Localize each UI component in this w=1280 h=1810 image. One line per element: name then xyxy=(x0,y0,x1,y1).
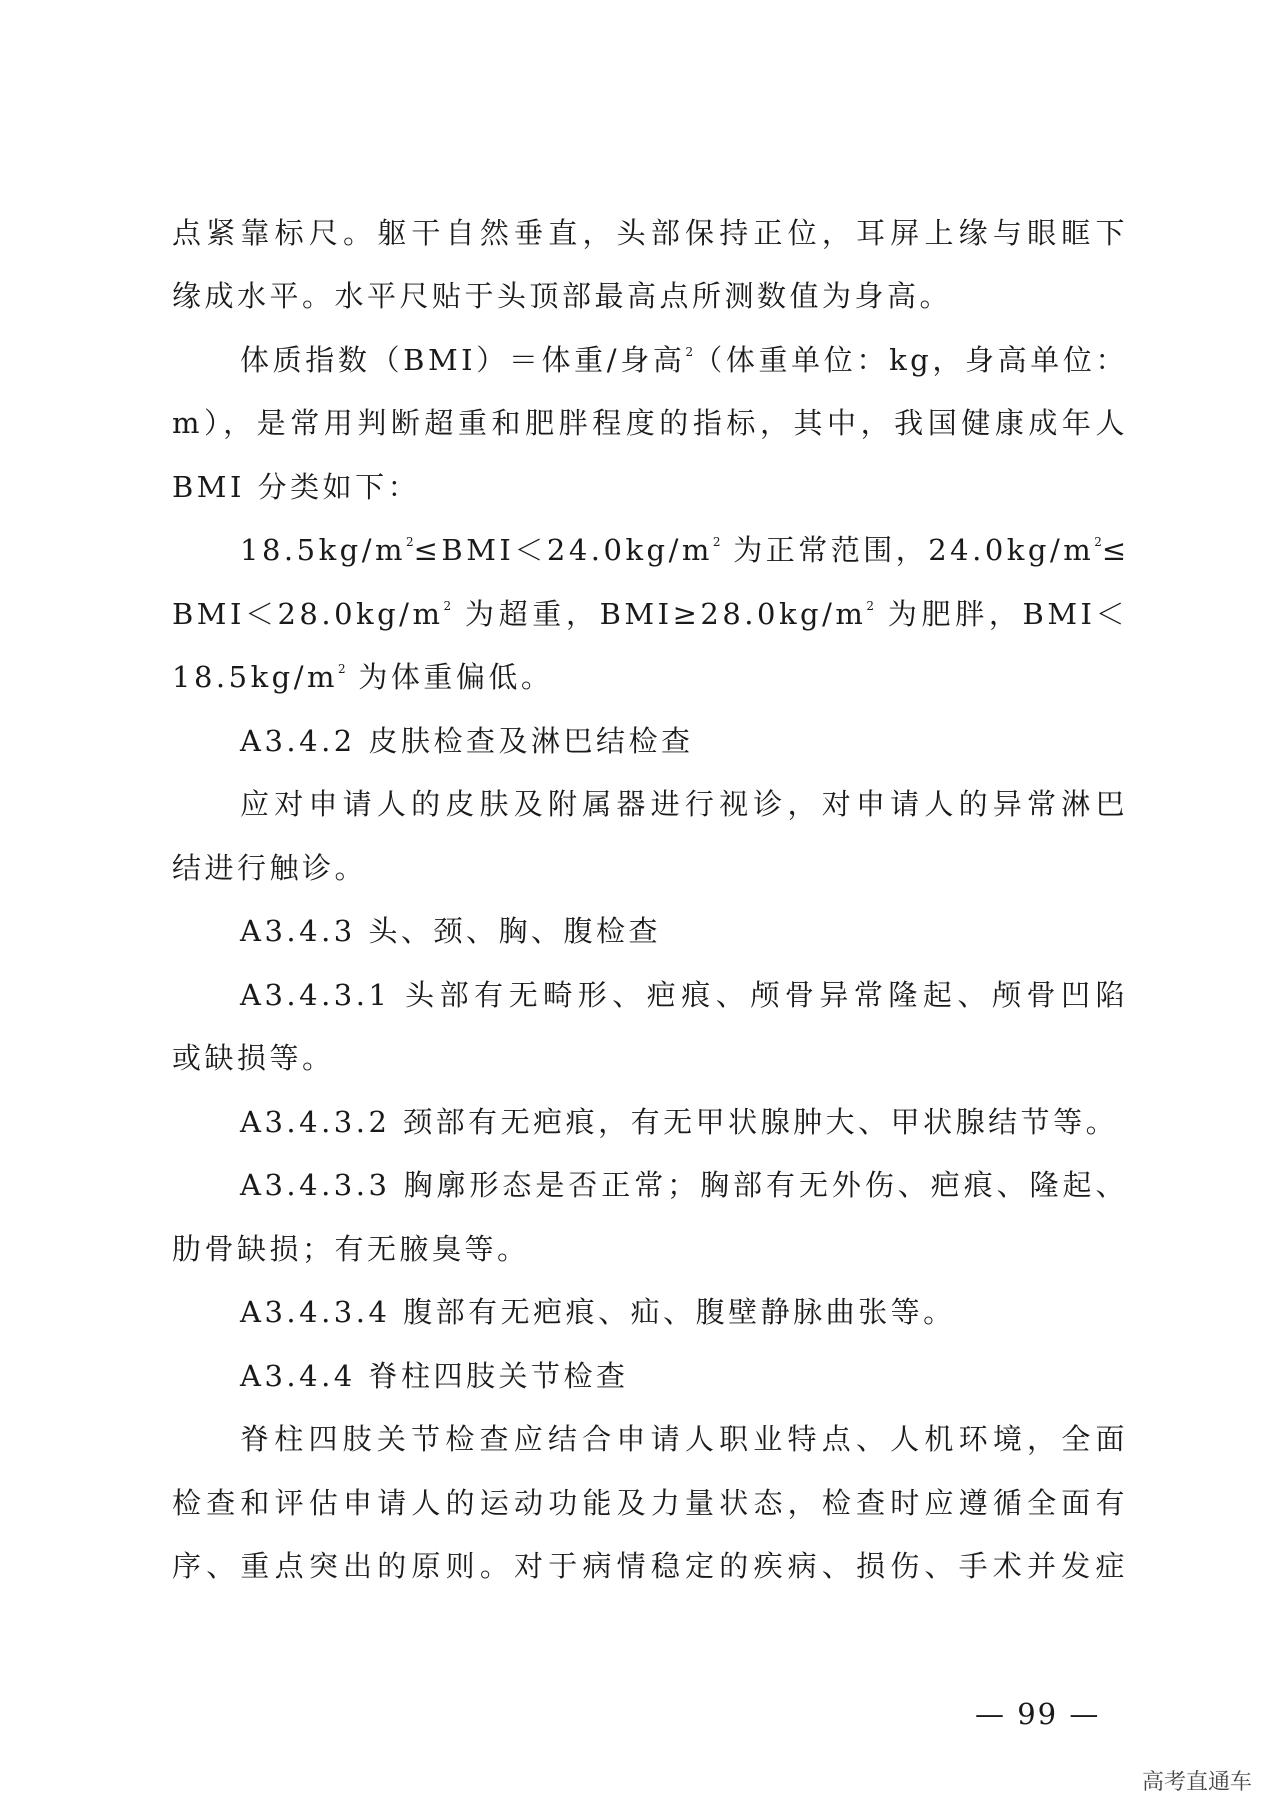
section-heading: A3.4.3 头、颈、胸、腹检查 xyxy=(240,914,661,948)
text-span: 体质指数（BMI）＝体重/身高 xyxy=(240,343,686,377)
text-line: 点紧靠标尺。躯干自然垂直，头部保持正位，耳屏上缘与眼眶下 xyxy=(172,216,1128,250)
text-line xyxy=(172,657,553,697)
text-line: BMI 分类如下： xyxy=(172,470,421,504)
text-line: 脊柱四肢关节检查应结合申请人职业特点、人机环境，全面 xyxy=(240,1422,1128,1456)
text-line: 序、重点突出的原则。对于病情稳定的疾病、损伤、手术并发症 xyxy=(172,1549,1128,1583)
text-span: 为超重，BMI≥28.0kg/m xyxy=(451,597,867,631)
text-line: 缘成水平。水平尺贴于头顶部最高点所测数值为身高。 xyxy=(172,279,953,313)
section-heading: A3.4.4 脊柱四肢关节检查 xyxy=(240,1359,629,1393)
superscript: 2 xyxy=(866,599,874,613)
superscript: 2 xyxy=(443,599,452,613)
text-line: 结进行触诊。 xyxy=(172,851,368,885)
text-line: 或缺损等。 xyxy=(172,1041,335,1075)
text-line: 检查和评估申请人的运动功能及力量状态，检查时应遵循全面有 xyxy=(172,1486,1128,1520)
text-span: BMI＜28.0kg/m xyxy=(172,597,444,631)
text-span: （体重单位：kg，身高单位： xyxy=(693,343,1129,377)
page-number: — 99 — xyxy=(975,1697,1101,1731)
text-span: 18.5kg/m xyxy=(172,660,338,694)
text-span: ≤ xyxy=(1101,533,1130,567)
text-line: A3.4.3.2 颈部有无疤痕，有无甲状腺肿大、甲状腺结节等。 xyxy=(240,1105,1119,1139)
superscript: 2 xyxy=(1094,535,1102,549)
text-span: 18.5kg/m xyxy=(240,533,406,567)
text-line: m），是常用判断超重和肥胖程度的指标，其中，我国健康成年人 xyxy=(172,406,1128,440)
text-line: A3.4.3.1 头部有无畸形、疤痕、颅骨异常隆起、颅骨凹陷 xyxy=(240,978,1128,1012)
text-span: 为正常范围，24.0kg/m xyxy=(720,533,1095,567)
superscript: 2 xyxy=(712,535,721,549)
section-heading: A3.4.2 皮肤检查及淋巴结检查 xyxy=(240,724,694,758)
text-line xyxy=(172,594,1128,634)
text-line xyxy=(240,340,1128,380)
text-span: 为体重偏低。 xyxy=(345,660,554,694)
text-span: 为肥胖，BMI＜ xyxy=(874,597,1128,631)
text-line: A3.4.3.3 胸廓形态是否正常；胸部有无外伤、疤痕、隆起、 xyxy=(240,1168,1128,1202)
superscript: 2 xyxy=(337,662,346,676)
text-line: 应对申请人的皮肤及附属器进行视诊，对申请人的异常淋巴 xyxy=(240,787,1128,821)
text-line xyxy=(240,530,1128,570)
superscript: 2 xyxy=(405,535,414,549)
watermark: 高考直通车 xyxy=(1141,1770,1252,1795)
text-span: ≤BMI＜24.0kg/m xyxy=(413,533,713,567)
superscript: 2 xyxy=(685,345,694,359)
text-line: A3.4.3.4 腹部有无疤痕、疝、腹壁静脉曲张等。 xyxy=(240,1295,956,1329)
text-line: 肋骨缺损；有无腋臭等。 xyxy=(172,1232,530,1266)
